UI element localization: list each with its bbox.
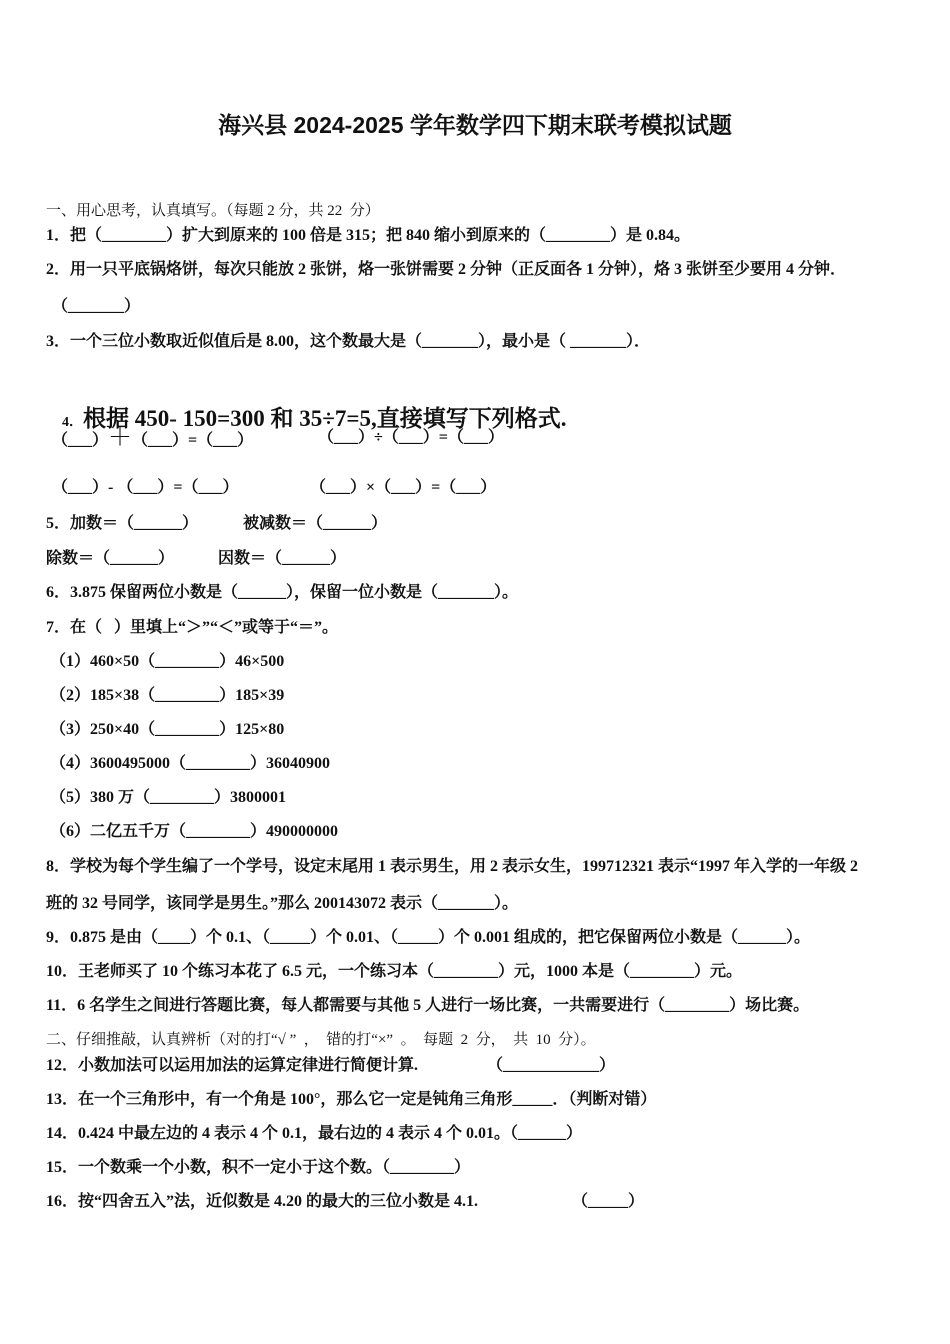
- plus-sign: ＋: [108, 425, 133, 451]
- question-4: [46, 374, 567, 468]
- question-13: 13．在一个三角形中，有一个角是 100°，那么它一定是钝角三角形_____．（判断对错）: [46, 1091, 657, 1108]
- question-4-row-2-left: （___）- （___）=（___）: [52, 479, 239, 496]
- question-16-answer-blank: （_____）: [572, 1193, 645, 1210]
- question-7-item: （3）250×40（________）125×80: [50, 721, 285, 738]
- question-1: 1．把（________）扩大到原来的 100 倍是 315；把 840 缩小到原来的（________）是 0.84。: [46, 227, 691, 244]
- question-4-text: 根据 450- 150=300 和 35÷7=5,直接填写下列格式.: [83, 406, 567, 431]
- question-4-row-1-left: [52, 426, 253, 453]
- question-5-factor: 因数＝（______）: [218, 550, 347, 567]
- question-7-item: （2）185×38（________）185×39: [50, 687, 285, 704]
- question-5-minuend: 被减数＝（______）: [243, 515, 388, 532]
- row-1-rest: （___）=（___）: [132, 432, 254, 449]
- question-7-item: （5）380 万（________）3800001: [50, 789, 287, 806]
- question-7-item: （1）460×50（________）46×500: [50, 653, 285, 670]
- row-1-blank-a: （___）: [52, 432, 109, 449]
- question-14: 14．0.424 中最左边的 4 表示 4 个 0.1，最右边的 4 表示 4 个 0.01。（______）: [46, 1125, 583, 1142]
- question-8-line-1: 8．学校为每个学生编了一个学号，设定末尾用 1 表示男生，用 2 表示女生，199712321 表示“1997 年入学的一年级 2: [46, 858, 859, 875]
- question-2-line-1: 2．用一只平底锅烙饼，每次只能放 2 张饼，烙一张饼需要 2 分钟（正反面各 1 分钟），烙 3 张饼至少要用 4 分钟．: [46, 261, 847, 278]
- section-2-header: 二、仔细推敲，认真辨析（对的打“√ ” ， 错的打“×” 。 每题 2 分， 共 10 分）。: [46, 1032, 596, 1048]
- question-9: 9．0.875 是由（____）个 0.1、（_____）个 0.01、（_____）个 0.001 组成的，把它保留两位小数是（______）。: [46, 929, 811, 946]
- question-3: 3．一个三位小数取近似值后是 8.00，这个数最大是（_______），最小是（ _______）．: [46, 333, 651, 350]
- question-4-number: 4．: [62, 415, 83, 430]
- question-7-item: （6）二亿五千万（________）490000000: [50, 823, 339, 840]
- question-7-stem: 7．在（ ）里填上“＞”“＜”或等于“＝”。: [46, 619, 339, 636]
- question-16: 16．按“四舍五入”法，近似数是 4.20 的最大的三位小数是 4.1.: [46, 1193, 479, 1210]
- question-11: 11．6 名学生之间进行答题比赛，每人都需要与其他 5 人进行一场比赛，一共需要进行（________）场比赛。: [46, 997, 810, 1014]
- question-6: 6．3.875 保留两位小数是（______），保留一位小数是（_______）。: [46, 584, 519, 601]
- question-15: 15．一个数乘一个小数，积不一定小于这个数。（________）: [46, 1159, 471, 1176]
- question-5-addend: 5．加数＝（______）: [46, 515, 199, 532]
- section-1-header: 一、用心思考，认真填写。（每题 2 分，共 22 分）: [46, 203, 380, 219]
- question-4-row-1-right: （___）÷（___）=（___）: [318, 429, 504, 446]
- question-5-divisor: 除数＝（______）: [46, 550, 175, 567]
- question-12-answer-blank: （____________）: [487, 1057, 616, 1074]
- question-2-answer-blank: （_______）: [52, 298, 141, 315]
- question-12: 12．小数加法可以运用加法的运算定律进行简便计算.: [46, 1057, 419, 1074]
- question-7-item: （4）3600495000（________）36040900: [50, 755, 331, 772]
- question-8-line-2: 班的 32 号同学，该同学是男生。”那么 200143072 表示（_______）。: [46, 895, 519, 912]
- question-4-row-2-right: （___）×（___）=（___）: [310, 479, 497, 496]
- question-10: 10．王老师买了 10 个练习本花了 6.5 元，一个练习本（________）元，1000 本是（________）元。: [46, 963, 743, 980]
- page-title: 海兴县 2024-2025 学年数学四下期末联考模拟试题: [218, 112, 732, 138]
